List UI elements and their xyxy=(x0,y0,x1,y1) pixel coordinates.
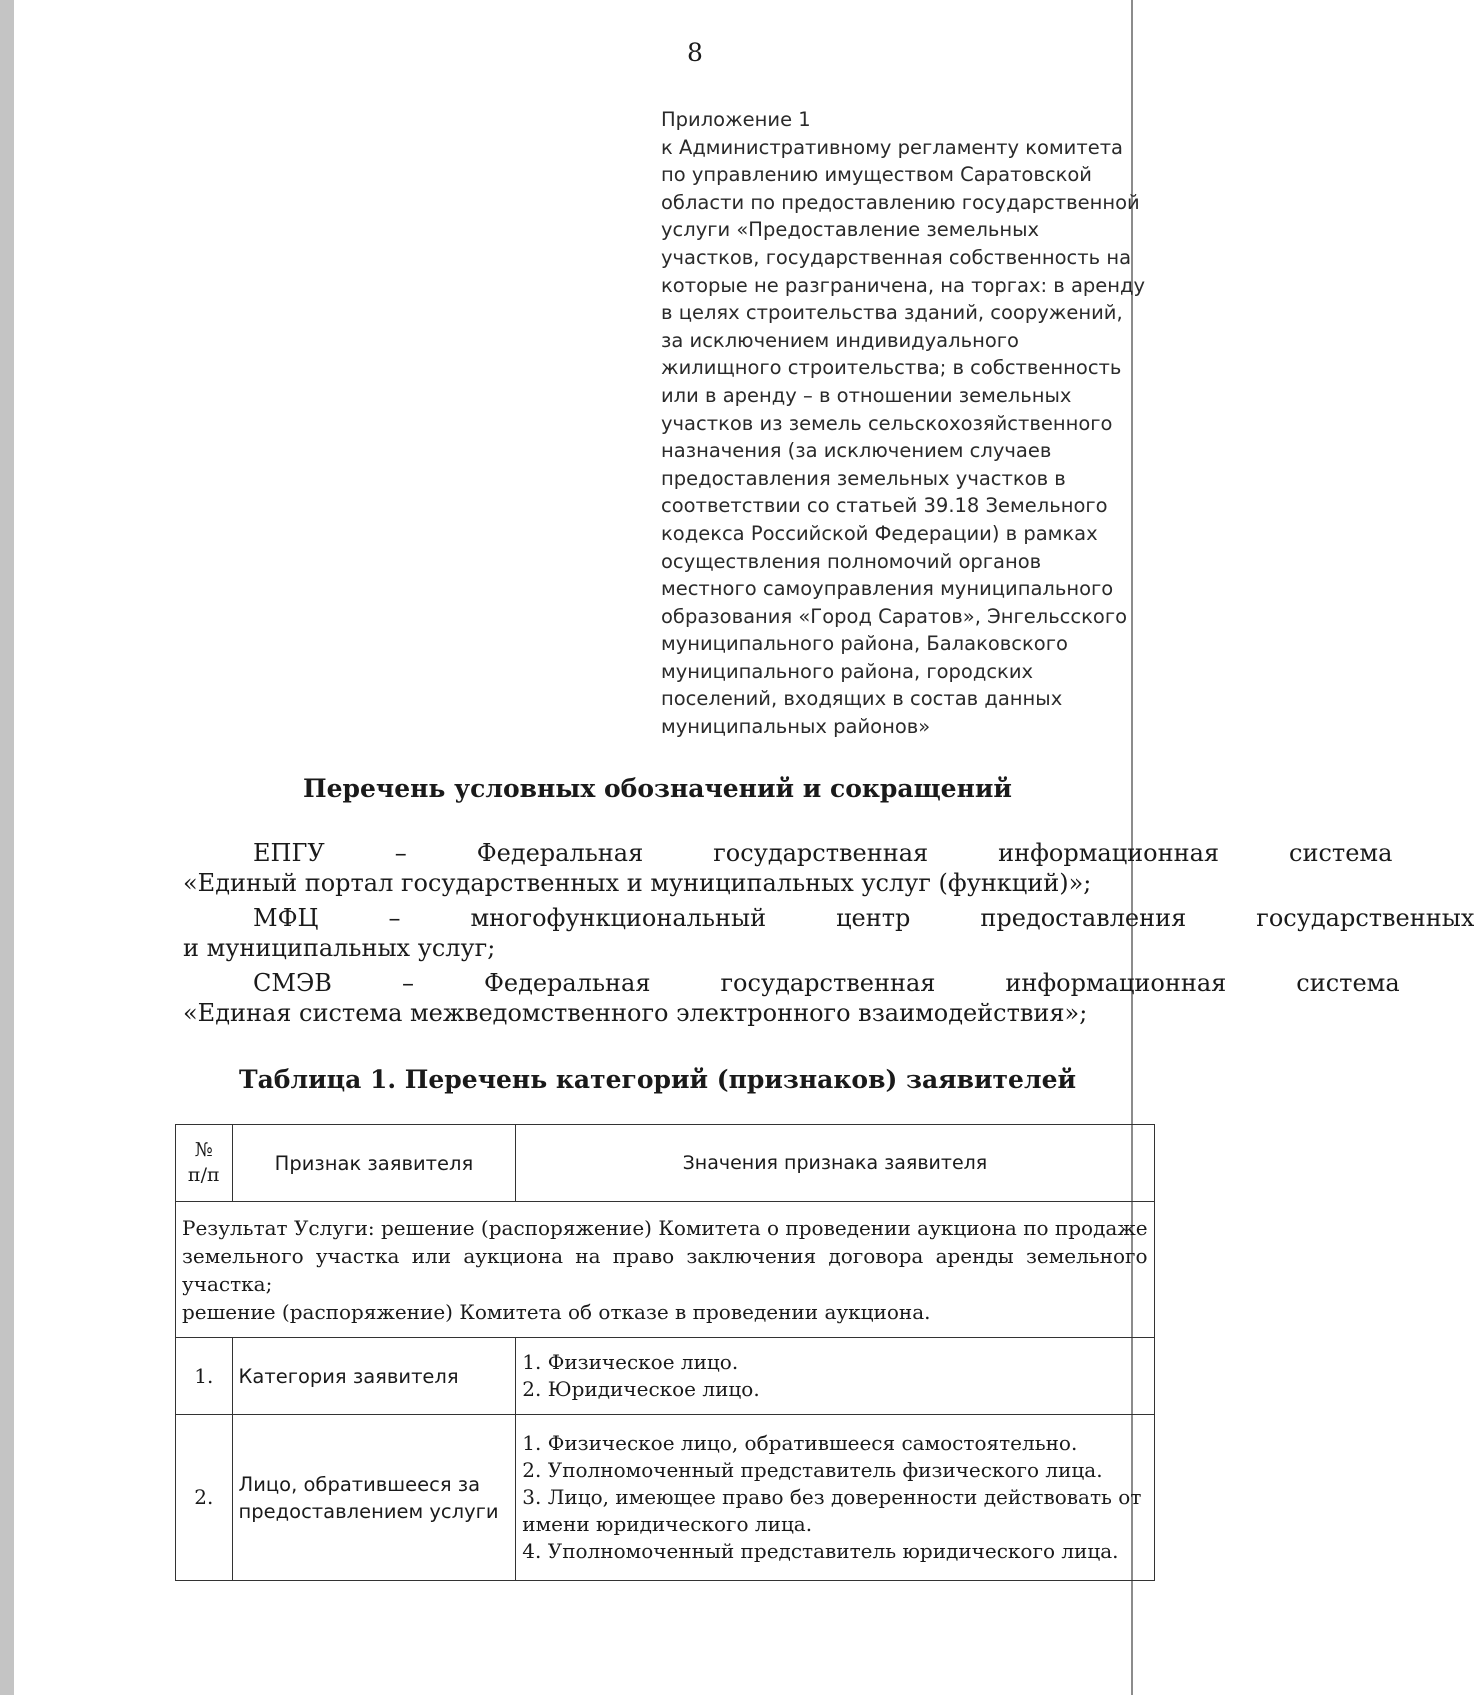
appendix-line: местного самоуправления муниципального xyxy=(661,577,1114,601)
table-title: Таблица 1. Перечень категорий (признаков) заявителей xyxy=(238,1065,1077,1094)
word: государственных xyxy=(1256,904,1474,932)
word: многофункциональный xyxy=(470,904,767,932)
appendix-line: Приложение 1 xyxy=(661,108,811,131)
page-number: 8 xyxy=(687,38,703,67)
appendix-note xyxy=(661,106,1146,741)
abbreviation-rest: и муниципальных услуг; xyxy=(183,934,496,962)
appendix-line: соответствии со статьей 39.18 Земельного xyxy=(661,494,1108,518)
table-row xyxy=(176,1415,1155,1581)
row-attribute: Категория заявителя xyxy=(232,1338,516,1415)
appendix-line: услуги «Предоставление земельных xyxy=(661,218,1040,242)
value-item: 3. Лицо, имеющее право без доверенности действовать от xyxy=(522,1485,1142,1509)
result-cell xyxy=(176,1202,1155,1338)
abbreviation-term: СМЭВ xyxy=(253,969,332,997)
value-item: 4. Уполномоченный представитель юридического лица. xyxy=(522,1539,1119,1563)
row-attribute: Лицо, обратившееся за предоставлением услуги xyxy=(232,1415,516,1581)
appendix-line: назначения (за исключением случаев xyxy=(661,439,1052,463)
row-values xyxy=(516,1415,1154,1581)
appendix-line: образования «Город Саратов», Энгельсского xyxy=(661,604,1128,628)
abbreviation-epgu xyxy=(183,838,1393,898)
word: государственная xyxy=(713,839,929,867)
word: центр xyxy=(836,904,911,932)
abbreviation-first-line xyxy=(183,903,1474,933)
scan-margin-left xyxy=(0,0,14,1695)
appendix-line: за исключением индивидуального xyxy=(661,328,1019,352)
word: государственная xyxy=(720,969,936,997)
appendix-line: муниципального района, городских xyxy=(661,659,1034,683)
table-header-row xyxy=(176,1125,1155,1202)
appendix-line: муниципальных районов» xyxy=(661,715,931,739)
result-row xyxy=(176,1202,1155,1338)
appendix-line: участков из земель сельскохозяйственного xyxy=(661,411,1113,435)
appendix-line: осуществления полномочий органов xyxy=(661,549,1042,573)
header-number xyxy=(176,1125,233,1202)
abbreviation-smev xyxy=(183,968,1400,1028)
result-line: участка; xyxy=(182,1271,273,1296)
abbreviation-rest: «Единая система межведомственного электронного взаимодействия»; xyxy=(183,999,1088,1027)
value-item: 1. Физическое лицо. xyxy=(522,1350,739,1374)
header-number-abbr: п/п xyxy=(187,1164,220,1186)
word: Федеральная xyxy=(476,839,644,867)
appendix-line: жилищного строительства; в собственность xyxy=(661,356,1122,380)
appendix-line: области по предоставлению государственной xyxy=(661,190,1140,214)
appendix-line: поселений, входящих в состав данных xyxy=(661,687,1063,711)
dash: – xyxy=(394,839,407,867)
table-row xyxy=(176,1338,1155,1415)
result-line: Результат Услуги: решение (распоряжение) Комитета о проведении аукциона по продаже xyxy=(182,1215,1148,1240)
row-number: 1. xyxy=(176,1338,233,1415)
word: Федеральная xyxy=(483,969,651,997)
section-heading: Перечень условных обозначений и сокращений xyxy=(303,774,1012,803)
appendix-line: или в аренду – в отношении земельных xyxy=(661,383,1072,407)
abbreviation-first-line xyxy=(183,838,1393,868)
result-line: земельного участка или аукциона на право заключения договора аренды земельного xyxy=(182,1243,1148,1268)
value-item: 2. Юридическое лицо. xyxy=(522,1377,760,1401)
abbreviation-mfc xyxy=(183,903,1474,963)
dash: – xyxy=(401,969,414,997)
word: информационная xyxy=(1005,969,1227,997)
value-item: 1. Физическое лицо, обратившееся самостоятельно. xyxy=(522,1431,1078,1455)
result-line: решение (распоряжение) Комитета об отказе в проведении аукциона. xyxy=(182,1299,931,1324)
header-attribute: Признак заявителя xyxy=(232,1125,516,1202)
word: информационная xyxy=(998,839,1220,867)
appendix-line: к Административному регламенту комитета xyxy=(661,135,1124,159)
row-number: 2. xyxy=(176,1415,233,1581)
applicant-categories-table xyxy=(175,1124,1155,1581)
abbreviation-term: ЕПГУ xyxy=(253,839,325,867)
abbreviation-rest: «Единый портал государственных и муниципальных услуг (функций)»; xyxy=(183,869,1092,897)
appendix-line: по управлению имуществом Саратовской xyxy=(661,163,1092,187)
value-item: 2. Уполномоченный представитель физического лица. xyxy=(522,1458,1103,1482)
word: система xyxy=(1296,969,1400,997)
appendix-line: которые не разграничена, на торгах: в аренду xyxy=(661,273,1146,297)
abbreviation-term: МФЦ xyxy=(253,904,319,932)
row-values xyxy=(516,1338,1154,1415)
dash: – xyxy=(388,904,401,932)
word: предоставления xyxy=(980,904,1187,932)
value-item: имени юридического лица. xyxy=(522,1512,813,1536)
appendix-line: кодекса Российской Федерации) в рамках xyxy=(661,521,1098,545)
abbreviation-first-line xyxy=(183,968,1400,998)
appendix-line: в целях строительства зданий, сооружений, xyxy=(661,301,1123,325)
appendix-line: муниципального района, Балаковского xyxy=(661,632,1068,656)
appendix-line: участков, государственная собственность на xyxy=(661,245,1132,269)
word: система xyxy=(1289,839,1393,867)
header-number-sign: № xyxy=(194,1139,213,1161)
header-values: Значения признака заявителя xyxy=(516,1125,1154,1202)
appendix-line: предоставления земельных участков в xyxy=(661,466,1066,490)
